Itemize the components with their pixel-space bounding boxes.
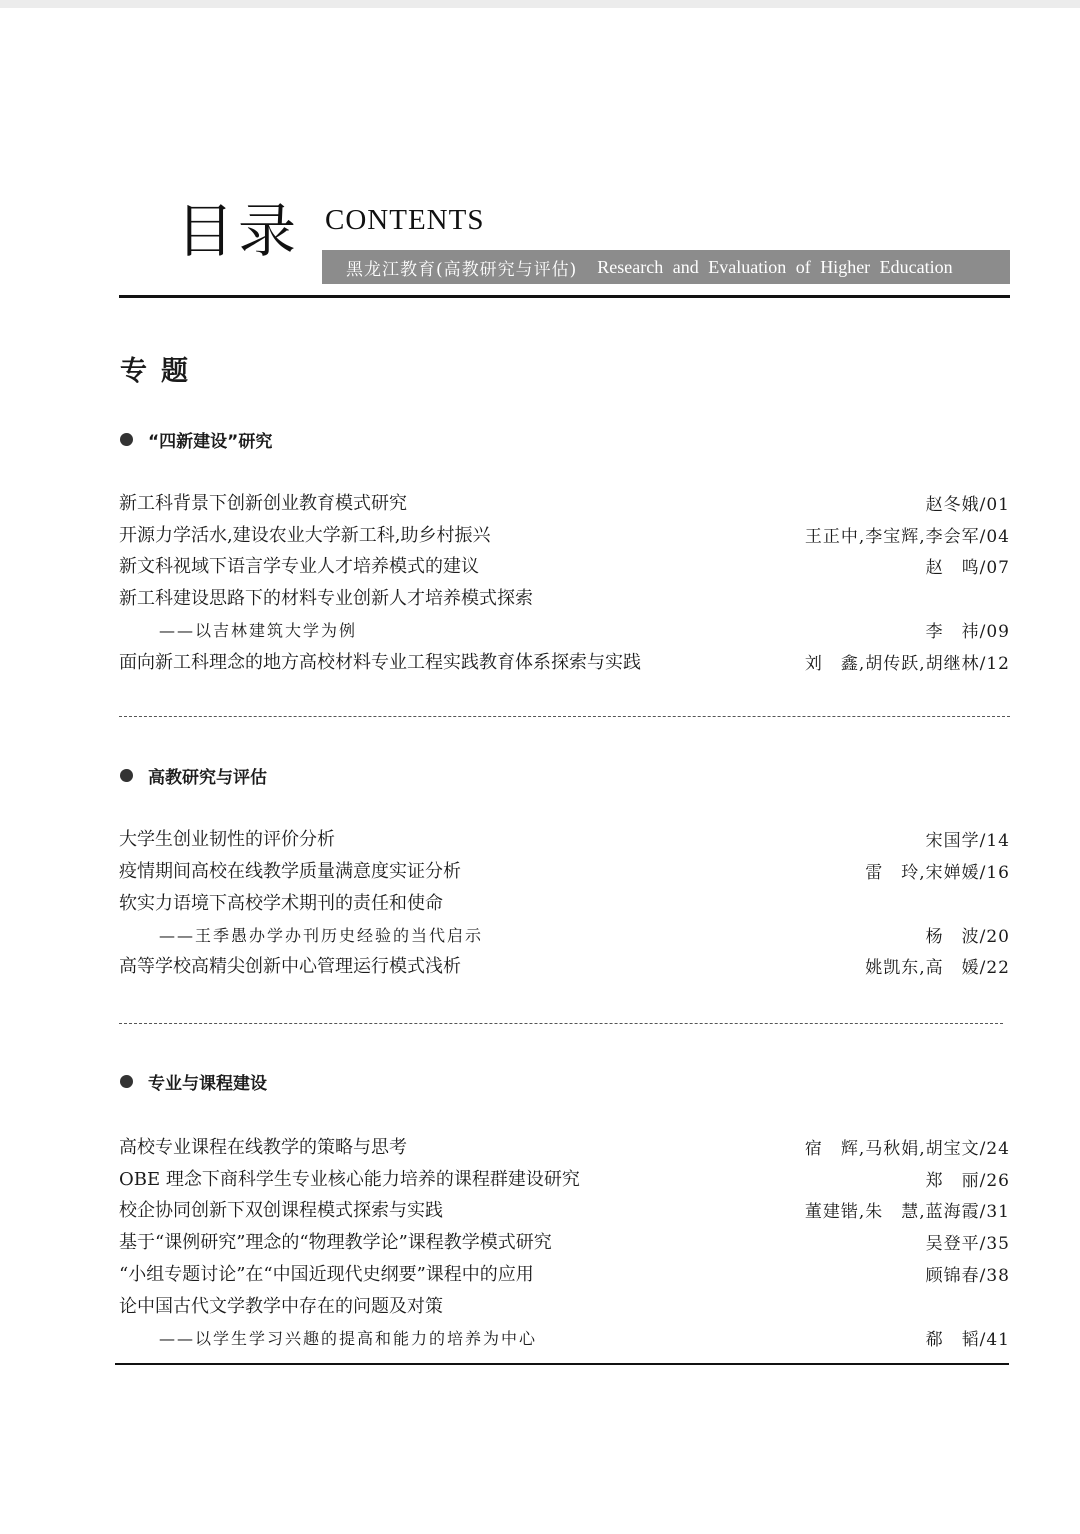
section-heading	[120, 1066, 267, 1096]
toc-entry[interactable]	[119, 550, 1010, 580]
article-title: 新文科视域下语言学专业人才培养模式的建议	[119, 556, 479, 577]
article-authors-page: 雷 玲,宋婵媛/16	[865, 862, 1010, 883]
article-title: 高等学校高精尖创新中心管理运行模式浅析	[119, 956, 461, 977]
contents-title-en: CONTENTS	[325, 204, 485, 236]
page-top-shade	[0, 0, 1080, 8]
article-authors-page: 郑 丽/26	[925, 1170, 1010, 1191]
section-heading	[120, 424, 272, 454]
article-authors-page: 郗 韬/41	[925, 1329, 1010, 1350]
article-authors-page: 李 祎/09	[925, 621, 1010, 642]
journal-name-bar	[322, 250, 1010, 284]
toc-entry[interactable]	[119, 887, 1010, 917]
toc-entry[interactable]	[119, 1226, 1010, 1256]
toc-entry[interactable]	[119, 1194, 1010, 1224]
article-authors-page: 刘 鑫,胡传跃,胡继林/12	[804, 653, 1010, 674]
article-authors-page: 赵 鸣/07	[925, 557, 1010, 578]
journal-name-cn: 黑龙江教育(高教研究与评估)	[346, 259, 578, 280]
toc-entry[interactable]	[119, 487, 1010, 517]
toc-entry[interactable]	[119, 823, 1010, 853]
toc-entry-subtitle[interactable]	[119, 614, 1010, 644]
article-authors-page: 王正中,李宝辉,李会军/04	[804, 526, 1010, 547]
article-title: 高校专业课程在线教学的策略与思考	[119, 1137, 407, 1158]
article-title: 面向新工科理念的地方高校材料专业工程实践教育体系探索与实践	[119, 652, 641, 673]
article-title: 论中国古代文学教学中存在的问题及对策	[119, 1296, 443, 1317]
header-rule	[119, 295, 1010, 298]
bullet-icon	[120, 433, 133, 446]
toc-entry[interactable]	[119, 855, 1010, 885]
article-title: 新工科建设思路下的材料专业创新人才培养模式探索	[119, 588, 533, 609]
article-title: “小组专题讨论”在“中国近现代史纲要”课程中的应用	[119, 1264, 534, 1285]
article-subtitle: ——王季愚办学办刊历史经验的当代启示	[159, 925, 484, 945]
article-subtitle: ——以吉林建筑大学为例	[159, 620, 358, 640]
toc-entry[interactable]	[119, 1258, 1010, 1288]
toc-entry[interactable]	[119, 950, 1010, 980]
article-authors-page: 顾锦春/38	[925, 1265, 1010, 1286]
article-authors-page: 姚凯东,高 媛/22	[865, 957, 1010, 978]
toc-entry[interactable]	[119, 582, 1010, 612]
section-divider	[119, 1023, 1003, 1024]
toc-entry[interactable]	[119, 519, 1010, 549]
toc-entry[interactable]	[119, 646, 1010, 676]
bullet-icon	[120, 1075, 133, 1088]
section-title: 专业与课程建设	[148, 1073, 267, 1094]
article-title: 开源力学活水,建设农业大学新工科,助乡村振兴	[119, 525, 491, 546]
toc-entry[interactable]	[119, 1131, 1010, 1161]
toc-entry[interactable]	[119, 1290, 1010, 1320]
section-divider	[119, 716, 1010, 717]
toc-entry-subtitle[interactable]	[119, 1322, 1010, 1352]
article-authors-page: 宋国学/14	[925, 830, 1010, 851]
footer-rule	[115, 1363, 1009, 1365]
toc-entry-subtitle[interactable]	[119, 919, 1010, 949]
bullet-icon	[120, 769, 133, 782]
article-title: OBE 理念下商科学生专业核心能力培养的课程群建设研究	[119, 1169, 580, 1190]
article-authors-page: 董建锴,朱 慧,蓝海霞/31	[804, 1201, 1010, 1222]
section-title: “四新建设”研究	[148, 431, 273, 452]
article-authors-page: 宿 辉,马秋娟,胡宝文/24	[804, 1138, 1010, 1159]
section-title: 高教研究与评估	[148, 767, 267, 788]
contents-title-cn: 目录	[176, 197, 301, 265]
article-title: 大学生创业韧性的评价分析	[119, 829, 335, 850]
article-title: 校企协同创新下双创课程模式探索与实践	[119, 1200, 443, 1221]
article-title: 基于“课例研究”理念的“物理教学论”课程教学模式研究	[119, 1232, 552, 1253]
topic-heading: 专题	[120, 356, 202, 387]
article-title: 新工科背景下创新创业教育模式研究	[119, 493, 407, 514]
article-subtitle: ——以学生学习兴趣的提高和能力的培养为中心	[159, 1328, 538, 1348]
section-heading	[120, 760, 267, 790]
article-title: 软实力语境下高校学术期刊的责任和使命	[119, 893, 443, 914]
article-title: 疫情期间高校在线教学质量满意度实证分析	[119, 861, 461, 882]
journal-name-en: Research and Evaluation of Higher Education	[597, 256, 953, 277]
article-authors-page: 吴登平/35	[925, 1233, 1010, 1254]
article-authors-page: 杨 波/20	[925, 926, 1010, 947]
toc-entry[interactable]	[119, 1163, 1010, 1193]
article-authors-page: 赵冬娥/01	[925, 494, 1010, 515]
